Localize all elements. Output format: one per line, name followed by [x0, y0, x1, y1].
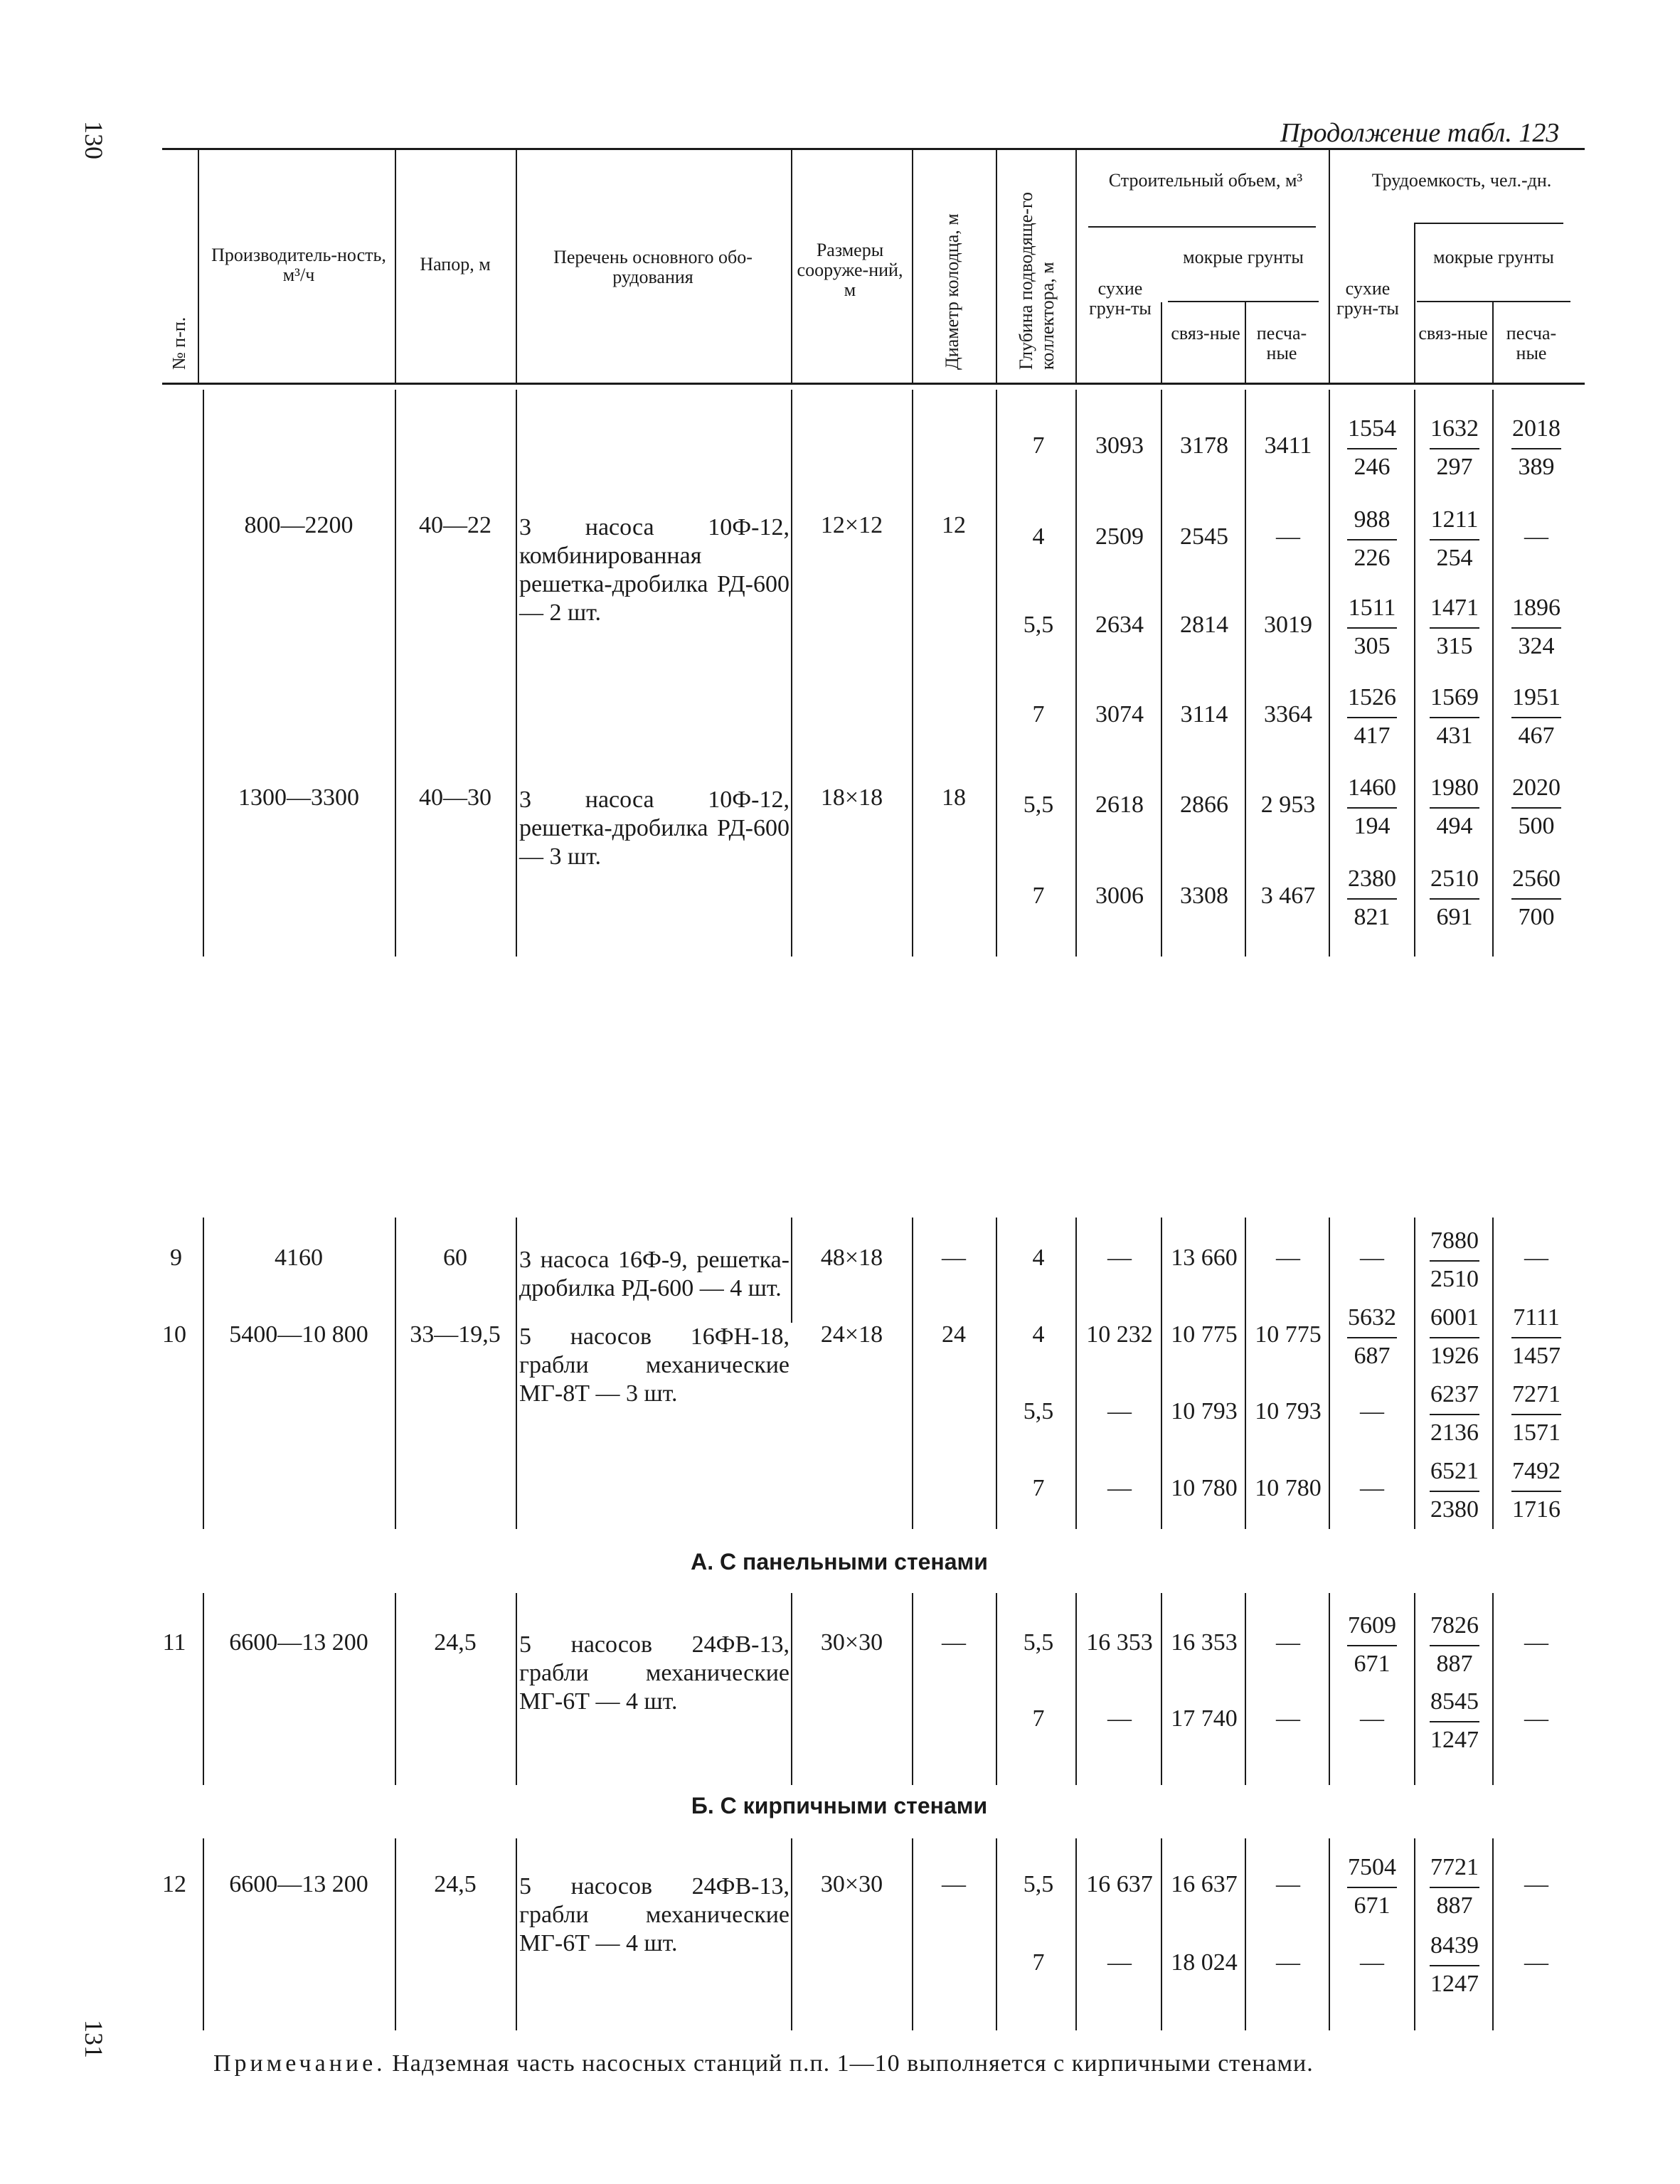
row10-line2-volume-sandy: 10 793 [1255, 1398, 1322, 1424]
row12-line2-labor-sandy: — [1524, 1949, 1548, 1976]
row12-line2-labor-cohesive-denominator: 1247 [1430, 1971, 1479, 1997]
row12-diameter: — [942, 1871, 966, 1897]
row11-line1-labor-cohesive-numerator: 7826 [1430, 1612, 1479, 1639]
column-rule [791, 390, 792, 957]
row10-line3-labor-dry: — [1360, 1475, 1384, 1501]
group2-row2-labor-sandy-fraction-bar [1511, 807, 1561, 809]
row9-head: 60 [443, 1245, 467, 1271]
column-rule [1075, 1838, 1077, 2030]
row9-diameter: — [942, 1245, 966, 1271]
column-rule [1075, 1593, 1077, 1785]
row12-line1-volume-sandy: — [1276, 1871, 1300, 1897]
row9-labor-cohesive-numerator: 7880 [1430, 1227, 1479, 1254]
group1-row3-volume-cohesive: 2814 [1180, 612, 1228, 638]
header-vline [198, 149, 199, 384]
labor-wet-subrule [1417, 301, 1570, 302]
group2-row2-labor-sandy-numerator: 2020 [1512, 774, 1561, 801]
column-rule [395, 1593, 396, 1785]
header-volume-group: Строительный объем, м³ [1108, 170, 1303, 191]
row11-line2-volume-cohesive: 17 740 [1171, 1705, 1238, 1732]
volume-wet-subrule [1168, 301, 1319, 302]
row12-line1-labor-cohesive-numerator: 7721 [1430, 1854, 1479, 1880]
header-vline [516, 149, 517, 384]
group2-row1-volume-sandy: 3364 [1264, 701, 1312, 728]
row11-line1-labor-cohesive-denominator: 887 [1436, 1651, 1473, 1677]
column-rule [1245, 390, 1246, 957]
row10-line2-volume-cohesive: 10 793 [1171, 1398, 1238, 1424]
labor-subrule [1414, 223, 1563, 224]
row9-no: 9 [170, 1245, 182, 1271]
row10-line1-labor-sandy-fraction-bar [1511, 1337, 1561, 1338]
page-number-bottom: 131 [80, 2020, 108, 2058]
row9-labor-cohesive-fraction-bar [1430, 1260, 1479, 1262]
group2-row2-labor-cohesive-fraction-bar [1430, 807, 1479, 809]
header-vline [791, 149, 792, 384]
group1-row1-labor-sandy-numerator: 2018 [1512, 415, 1561, 442]
row11-line1-depth: 5,5 [1023, 1629, 1054, 1656]
group2-capacity: 1300—3300 [238, 784, 359, 811]
column-rule [203, 1838, 204, 2030]
header-dims: Размеры сооруже-ний, м [797, 240, 903, 300]
group1-row1-volume-cohesive: 3178 [1180, 432, 1228, 459]
group2-row2-volume-dry: 2618 [1095, 792, 1144, 818]
row12-line2-labor-cohesive-numerator: 8439 [1430, 1932, 1479, 1959]
row10-line1-labor-dry-fraction-bar [1347, 1337, 1397, 1338]
column-rule [1245, 1838, 1246, 2030]
row9-depth: 4 [1032, 1245, 1045, 1271]
group2-dims: 18×18 [820, 784, 883, 811]
group2-row3-labor-sandy-numerator: 2560 [1512, 865, 1561, 892]
group1-row3-labor-dry-fraction-bar [1347, 627, 1397, 629]
header-depth-text: Глубина подводяще-го коллектора, м [1016, 192, 1058, 370]
group1-row3-labor-dry-numerator: 1511 [1348, 595, 1396, 621]
row10-line1-volume-sandy: 10 775 [1255, 1321, 1322, 1348]
row11-line1-labor-dry-denominator: 671 [1354, 1651, 1391, 1677]
row10-line2-volume-dry: — [1107, 1398, 1132, 1424]
group1-row2-labor-cohesive-denominator: 254 [1436, 545, 1473, 571]
group2-row3-labor-dry-numerator: 2380 [1348, 865, 1396, 892]
group1-dims: 12×12 [820, 512, 883, 538]
header-vline [1414, 224, 1415, 384]
header-vline [1161, 302, 1162, 384]
header-bottom-rule [162, 383, 1585, 385]
group1-row3-labor-dry-denominator: 305 [1354, 633, 1391, 659]
column-rule [516, 1593, 517, 1785]
row10-head: 33—19,5 [410, 1321, 501, 1348]
header-depth [1016, 156, 1058, 370]
column-rule [912, 390, 913, 957]
header-vline [1075, 149, 1077, 384]
group1-row1-volume-sandy: 3411 [1264, 432, 1312, 459]
group1-row2-depth: 4 [1032, 523, 1045, 550]
row9-equipment: 3 насоса 16Ф-9, решетка-дробилка РД-600 — 4 шт. [519, 1247, 790, 1301]
row12-line2-labor-dry: — [1360, 1949, 1384, 1976]
group1-row2-labor-cohesive-fraction-bar [1430, 539, 1479, 540]
row12-line2-volume-dry: — [1107, 1949, 1132, 1976]
column-rule [791, 1593, 792, 1785]
group2-row1-depth: 7 [1032, 701, 1045, 728]
column-rule [395, 1218, 396, 1529]
group2-row3-volume-sandy: 3 467 [1260, 883, 1316, 909]
row10-line1-labor-sandy-denominator: 1457 [1512, 1343, 1561, 1369]
row12-dims: 30×30 [820, 1871, 883, 1897]
column-rule [791, 1838, 792, 2030]
row11-line1-labor-dry-numerator: 7609 [1348, 1612, 1396, 1639]
group1-row3-labor-cohesive-denominator: 315 [1436, 633, 1473, 659]
group2-row3-volume-dry: 3006 [1095, 883, 1144, 909]
header-labor-cohesive: связ-ные [1418, 323, 1488, 343]
group1-row1-labor-sandy-fraction-bar [1511, 448, 1561, 449]
header-volume-dry: сухие грун-ты [1089, 278, 1152, 319]
column-rule [912, 1593, 913, 1785]
column-rule [791, 1218, 792, 1323]
column-rule [516, 1838, 517, 2030]
group2-row1-labor-dry-numerator: 1526 [1348, 684, 1396, 710]
row9-labor-sandy: — [1524, 1245, 1548, 1271]
group2-diameter: 18 [942, 784, 966, 811]
group1-row1-depth: 7 [1032, 432, 1045, 459]
row12-line1-depth: 5,5 [1023, 1871, 1054, 1897]
row10-line1-labor-sandy-numerator: 7111 [1513, 1304, 1560, 1331]
group2-row1-labor-cohesive-fraction-bar [1430, 717, 1479, 718]
column-rule [516, 390, 517, 957]
group2-row2-volume-sandy: 2 953 [1260, 792, 1316, 818]
row11-dims: 30×30 [820, 1629, 883, 1656]
group1-row3-volume-sandy: 3019 [1264, 612, 1312, 638]
column-rule [203, 1218, 204, 1529]
header-labor-wet: мокрые грунты [1433, 247, 1554, 267]
header-head: Напор, м [420, 254, 491, 275]
column-rule [996, 1593, 997, 1785]
row12-line1-labor-dry-fraction-bar [1347, 1887, 1397, 1888]
group1-row2-volume-dry: 2509 [1095, 523, 1144, 550]
row10-line1-labor-cohesive-fraction-bar [1430, 1337, 1479, 1338]
row11-line1-labor-sandy: — [1524, 1629, 1548, 1656]
header-volume-sandy: песча-ные [1256, 323, 1307, 363]
header-labor-dry: сухие грун-ты [1336, 278, 1399, 319]
row11-line2-volume-dry: — [1107, 1705, 1132, 1732]
row10-line3-depth: 7 [1032, 1475, 1045, 1501]
group1-row1-labor-cohesive-numerator: 1632 [1430, 415, 1479, 442]
group2-row3-volume-cohesive: 3308 [1180, 883, 1228, 909]
row11-line1-volume-sandy: — [1276, 1629, 1300, 1656]
row10-line1-labor-dry-denominator: 687 [1354, 1343, 1391, 1369]
header-no: № п-п. [169, 316, 189, 370]
group2-row3-labor-dry-fraction-bar [1347, 898, 1397, 900]
header-capacity: Производитель-ность, м³/ч [211, 245, 386, 285]
column-rule [996, 1218, 997, 1529]
row12-line1-labor-dry-denominator: 671 [1354, 1892, 1391, 1919]
row9-labor-cohesive-denominator: 2510 [1430, 1266, 1479, 1292]
header-volume-cohesive: связ-ные [1171, 323, 1240, 343]
column-rule [1161, 1838, 1162, 2030]
table-caption: Продолжение табл. 123 [1280, 118, 1560, 148]
row9-dims: 48×18 [820, 1245, 883, 1271]
row11-line2-labor-sandy: — [1524, 1705, 1548, 1732]
row11-diameter: — [942, 1629, 966, 1656]
group2-row2-labor-cohesive-numerator: 1980 [1430, 774, 1479, 801]
row10-line2-labor-sandy-denominator: 1571 [1512, 1419, 1561, 1446]
group2-row1-labor-cohesive-numerator: 1569 [1430, 684, 1479, 710]
row12-line2-labor-cohesive-fraction-bar [1430, 1965, 1479, 1966]
row11-line1-volume-cohesive: 16 353 [1171, 1629, 1238, 1656]
row10-line2-labor-dry: — [1360, 1398, 1384, 1424]
row11-line2-depth: 7 [1032, 1705, 1045, 1732]
row12-line1-volume-cohesive: 16 637 [1171, 1871, 1238, 1897]
group2-row2-labor-sandy-denominator: 500 [1518, 813, 1555, 839]
group1-row1-labor-dry-denominator: 246 [1354, 454, 1391, 480]
row11-line2-volume-sandy: — [1276, 1705, 1300, 1732]
row12-line1-labor-cohesive-denominator: 887 [1436, 1892, 1473, 1919]
row12-capacity: 6600—13 200 [229, 1871, 368, 1897]
header-vline [912, 149, 913, 384]
row11-line2-labor-cohesive-fraction-bar [1430, 1721, 1479, 1722]
group1-row2-labor-dry-denominator: 226 [1354, 545, 1391, 571]
header-volume-wet: мокрые грунты [1183, 247, 1304, 267]
group1-row1-labor-sandy-denominator: 389 [1518, 454, 1555, 480]
row10-line2-labor-cohesive-fraction-bar [1430, 1414, 1479, 1415]
group2-row3-depth: 7 [1032, 883, 1045, 909]
group1-row2-labor-dry-fraction-bar [1347, 539, 1397, 540]
row11-head: 24,5 [434, 1629, 477, 1656]
footnote [213, 2052, 1314, 2076]
section-b-title: Б. С кирпичными стенами [691, 1793, 988, 1818]
group1-row3-labor-sandy-denominator: 324 [1518, 633, 1555, 659]
header-vline [1329, 149, 1330, 384]
group1-row2-volume-cohesive: 2545 [1180, 523, 1228, 550]
row12-equipment: 5 насосов 24ФВ-13, грабли механические МГ-6Т — 4 шт. [519, 1873, 790, 1956]
group1-row1-labor-cohesive-fraction-bar [1430, 448, 1479, 449]
group2-row1-volume-dry: 3074 [1095, 701, 1144, 728]
header-labor-group: Трудоемкость, чел.-дн. [1371, 170, 1552, 191]
row11-line1-labor-cohesive-fraction-bar [1430, 1645, 1479, 1646]
group2-row2-labor-dry-denominator: 194 [1354, 813, 1391, 839]
group2-row3-labor-cohesive-fraction-bar [1430, 898, 1479, 900]
header-labor-sandy: песча-ные [1506, 323, 1557, 363]
group2-row1-labor-dry-fraction-bar [1347, 717, 1397, 718]
section-a-title: А. С панельными стенами [691, 1549, 988, 1575]
column-rule [1161, 390, 1162, 957]
header-vline [996, 149, 997, 384]
row10-capacity: 5400—10 800 [229, 1321, 368, 1348]
row11-line2-labor-cohesive-denominator: 1247 [1430, 1727, 1479, 1753]
column-rule [1161, 1593, 1162, 1785]
header-equipment: Перечень основного обо-рудования [553, 247, 753, 287]
header-vline [395, 149, 396, 384]
row10-line1-labor-cohesive-denominator: 1926 [1430, 1343, 1479, 1369]
row11-line1-labor-dry-fraction-bar [1347, 1645, 1397, 1646]
group1-equipment: 3 насоса 10Ф-12, комбинированная решетка-дробилка РД-600 — 2 шт. [519, 514, 790, 626]
group2-row2-labor-dry-numerator: 1460 [1348, 774, 1396, 801]
row10-line3-labor-sandy-denominator: 1716 [1512, 1496, 1561, 1523]
group1-head: 40—22 [419, 512, 491, 538]
group1-row1-volume-dry: 3093 [1095, 432, 1144, 459]
row10-line3-labor-cohesive-fraction-bar [1430, 1491, 1479, 1492]
row11-line2-labor-dry: — [1360, 1705, 1384, 1732]
footnote-text: Надземная часть насосных станций п.п. 1—10 выполняется с кирпичными стенами. [392, 2050, 1314, 2077]
row10-line1-labor-cohesive-numerator: 6001 [1430, 1304, 1479, 1331]
row10-line3-labor-cohesive-numerator: 6521 [1430, 1458, 1479, 1484]
group1-row3-labor-cohesive-numerator: 1471 [1430, 595, 1479, 621]
row10-line1-volume-dry: 10 232 [1086, 1321, 1153, 1348]
row12-head: 24,5 [434, 1871, 477, 1897]
row10-line2-labor-cohesive-numerator: 6237 [1430, 1381, 1479, 1407]
row12-line1-volume-dry: 16 637 [1086, 1871, 1153, 1897]
column-rule [996, 390, 997, 957]
group2-row1-labor-sandy-denominator: 467 [1518, 723, 1555, 749]
group2-head: 40—30 [419, 784, 491, 811]
row10-line1-depth: 4 [1032, 1321, 1045, 1348]
row10-line2-labor-cohesive-denominator: 2136 [1430, 1419, 1479, 1446]
group1-row1-labor-cohesive-denominator: 297 [1436, 454, 1473, 480]
row10-line3-volume-dry: — [1107, 1475, 1132, 1501]
row10-line1-volume-cohesive: 10 775 [1171, 1321, 1238, 1348]
column-rule [203, 1593, 204, 1785]
group1-row3-volume-dry: 2634 [1095, 612, 1144, 638]
row10-no: 10 [162, 1321, 186, 1348]
group2-row2-labor-cohesive-denominator: 494 [1436, 813, 1473, 839]
row10-line2-labor-sandy-fraction-bar [1511, 1414, 1561, 1415]
row10-line3-labor-cohesive-denominator: 2380 [1430, 1496, 1479, 1523]
footnote-label: Примечание. [213, 2050, 386, 2077]
row12-line1-labor-sandy: — [1524, 1871, 1548, 1897]
row9-capacity: 4160 [275, 1245, 323, 1271]
group1-row2-volume-sandy: — [1276, 523, 1300, 550]
row9-labor-dry: — [1360, 1245, 1384, 1271]
group1-row3-labor-sandy-fraction-bar [1511, 627, 1561, 629]
row11-equipment: 5 насосов 24ФВ-13, грабли механические МГ-6Т — 4 шт. [519, 1631, 790, 1715]
row12-no: 12 [162, 1871, 186, 1897]
row10-line3-labor-sandy-numerator: 7492 [1512, 1458, 1561, 1484]
group1-row1-labor-dry-numerator: 1554 [1348, 415, 1396, 442]
group1-row2-labor-dry-numerator: 988 [1354, 506, 1391, 533]
column-rule [516, 1218, 517, 1529]
row10-diameter: 24 [942, 1321, 966, 1348]
column-rule [203, 390, 204, 957]
group2-row1-labor-dry-denominator: 417 [1354, 723, 1391, 749]
group2-row3-labor-dry-denominator: 821 [1354, 904, 1391, 930]
group1-capacity: 800—2200 [244, 512, 353, 538]
group1-row3-labor-cohesive-fraction-bar [1430, 627, 1479, 629]
row12-line2-volume-sandy: — [1276, 1949, 1300, 1976]
column-rule [395, 1838, 396, 2030]
row10-line3-labor-sandy-fraction-bar [1511, 1491, 1561, 1492]
row10-line3-volume-cohesive: 10 780 [1171, 1475, 1238, 1501]
row10-dims: 24×18 [820, 1321, 883, 1348]
column-rule [912, 1218, 913, 1529]
row12-line1-labor-dry-numerator: 7504 [1348, 1854, 1396, 1880]
header-diameter: Диаметр колодца, м [942, 213, 962, 370]
group1-diameter: 12 [942, 512, 966, 538]
group2-row3-labor-sandy-denominator: 700 [1518, 904, 1555, 930]
row10-line2-labor-sandy-numerator: 7271 [1512, 1381, 1561, 1407]
column-rule [395, 390, 396, 957]
group2-row3-labor-sandy-fraction-bar [1511, 898, 1561, 900]
row11-line1-volume-dry: 16 353 [1086, 1629, 1153, 1656]
row9-volume-sandy: — [1276, 1245, 1300, 1271]
group2-row3-labor-cohesive-numerator: 2510 [1430, 865, 1479, 892]
volume-subrule [1088, 226, 1316, 228]
column-rule [1245, 1593, 1246, 1785]
column-rule [996, 1838, 997, 2030]
group2-row1-labor-sandy-fraction-bar [1511, 717, 1561, 718]
row11-no: 11 [162, 1629, 186, 1656]
row10-line1-labor-dry-numerator: 5632 [1348, 1304, 1396, 1331]
group2-row2-labor-dry-fraction-bar [1347, 807, 1397, 809]
group1-row3-labor-sandy-numerator: 1896 [1512, 595, 1561, 621]
group1-row1-labor-dry-fraction-bar [1347, 448, 1397, 449]
row10-equipment: 5 насосов 16ФН-18, грабли механические МГ-8Т — 3 шт. [519, 1323, 790, 1407]
group2-row1-volume-cohesive: 3114 [1180, 701, 1228, 728]
row11-capacity: 6600—13 200 [229, 1629, 368, 1656]
group2-row1-labor-cohesive-denominator: 431 [1436, 723, 1473, 749]
row11-line2-labor-cohesive-numerator: 8545 [1430, 1688, 1479, 1715]
row10-line3-volume-sandy: 10 780 [1255, 1475, 1322, 1501]
row9-volume-cohesive: 13 660 [1171, 1245, 1238, 1271]
row12-line2-volume-cohesive: 18 024 [1171, 1949, 1238, 1976]
header-top-rule [162, 148, 1585, 150]
column-rule [912, 1838, 913, 2030]
row10-line2-depth: 5,5 [1023, 1398, 1054, 1424]
row12-line1-labor-cohesive-fraction-bar [1430, 1887, 1479, 1888]
group2-row3-labor-cohesive-denominator: 691 [1436, 904, 1473, 930]
page-number-top: 130 [80, 121, 108, 159]
group1-row2-labor-cohesive-numerator: 1211 [1430, 506, 1479, 533]
group2-row1-labor-sandy-numerator: 1951 [1512, 684, 1561, 710]
column-rule [1075, 390, 1077, 957]
group2-row2-volume-cohesive: 2866 [1180, 792, 1228, 818]
group1-row2-labor-sandy: — [1524, 523, 1548, 550]
row9-volume-dry: — [1107, 1245, 1132, 1271]
row12-line2-depth: 7 [1032, 1949, 1045, 1976]
group2-row2-depth: 5,5 [1023, 792, 1054, 818]
group1-row3-depth: 5,5 [1023, 612, 1054, 638]
group2-equipment: 3 насоса 10Ф-12, решетка-дробилка РД-600 — 3 шт. [519, 787, 790, 870]
